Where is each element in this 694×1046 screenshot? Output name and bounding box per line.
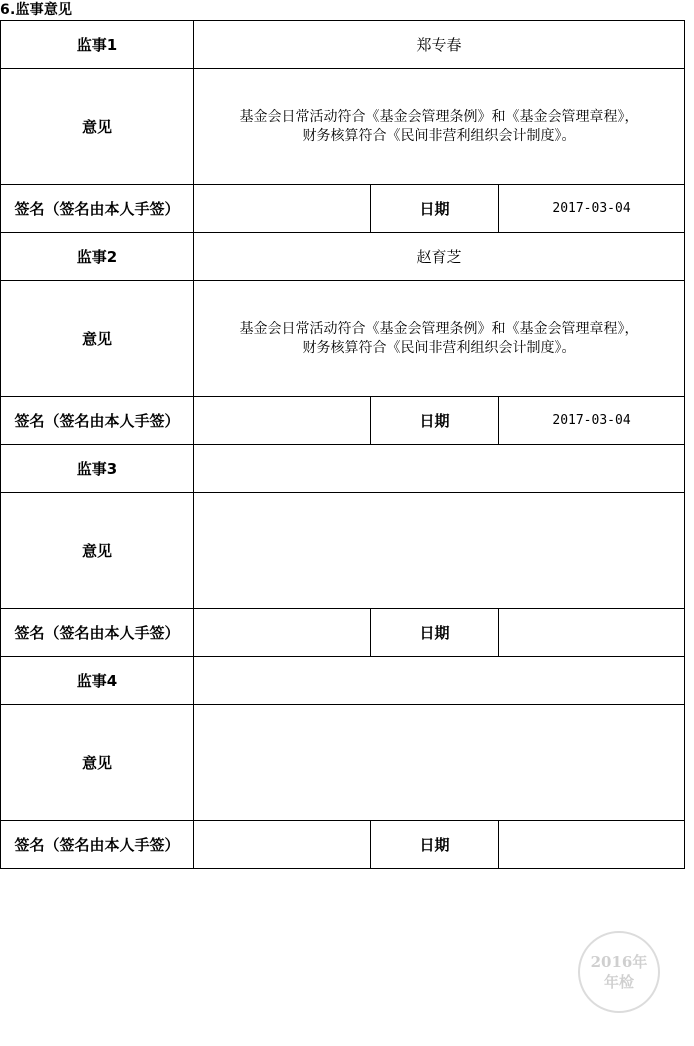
supervisor-2-signature-row (1, 397, 685, 445)
supervisor-3-signature-row (1, 609, 685, 657)
supervisor-2-name-row (1, 233, 685, 281)
supervisor-4-opinion-label: 意见 (1, 705, 194, 821)
supervisor-3-label: 监事3 (1, 445, 194, 493)
section-title: 6.监事意见 (0, 2, 73, 18)
supervisor-3-date (499, 609, 685, 657)
supervisor-1-date: 2017-03-04 (499, 185, 685, 233)
supervisor-1-name-row (1, 21, 685, 69)
supervisor-3-name (194, 445, 685, 493)
supervisor-4-opinion (194, 705, 685, 821)
supervisor-2-date: 2017-03-04 (499, 397, 685, 445)
supervisor-2-date-label: 日期 (371, 397, 499, 445)
supervisor-4-date-label: 日期 (371, 821, 499, 869)
supervisor-4-date (499, 821, 685, 869)
supervisor-1-date-label: 日期 (371, 185, 499, 233)
supervisor-3-date-label: 日期 (371, 609, 499, 657)
supervisor-2-opinion-row (1, 281, 685, 397)
supervisor-2-name: 赵育芝 (194, 233, 685, 281)
stamp-line2: 年检 (603, 973, 634, 991)
supervisor-3-signature-cell (194, 609, 371, 657)
supervisor-3-opinion (194, 493, 685, 609)
supervisor-opinion-table (0, 20, 685, 869)
supervisor-1-opinion-line2: 财务核算符合《民间非营利组织会计制度》。 (302, 127, 576, 144)
supervisor-2-label: 监事2 (1, 233, 194, 281)
supervisor-3-opinion-row (1, 493, 685, 609)
supervisor-2-opinion-label: 意见 (1, 281, 194, 397)
supervisor-4-signature-cell (194, 821, 371, 869)
supervisor-3-opinion-label: 意见 (1, 493, 194, 609)
supervisor-2-opinion-line1: 基金会日常活动符合《基金会管理条例》和《基金会管理章程》， (239, 320, 639, 337)
supervisor-3-signature-label: 签名（签名由本人手签） (1, 609, 194, 657)
supervisor-1-name: 郑专春 (194, 21, 685, 69)
supervisor-2-opinion (194, 281, 685, 397)
supervisor-3-name-row (1, 445, 685, 493)
supervisor-2-opinion-line2: 财务核算符合《民间非营利组织会计制度》。 (302, 339, 576, 356)
stamp-line1: 2016年 (590, 953, 648, 971)
supervisor-2-signature-cell (194, 397, 371, 445)
supervisor-4-name (194, 657, 685, 705)
supervisor-4-opinion-row (1, 705, 685, 821)
supervisor-1-label: 监事1 (1, 21, 194, 69)
supervisor-2-signature-label: 签名（签名由本人手签） (1, 397, 194, 445)
supervisor-1-opinion (194, 69, 685, 185)
supervisor-4-signature-label: 签名（签名由本人手签） (1, 821, 194, 869)
supervisor-1-signature-label: 签名（签名由本人手签） (1, 185, 194, 233)
supervisor-1-signature-row (1, 185, 685, 233)
supervisor-4-name-row (1, 657, 685, 705)
supervisor-1-opinion-line1: 基金会日常活动符合《基金会管理条例》和《基金会管理章程》， (239, 108, 639, 125)
supervisor-4-signature-row (1, 821, 685, 869)
annual-inspection-stamp (578, 931, 660, 1013)
supervisor-4-label: 监事4 (1, 657, 194, 705)
supervisor-1-opinion-label: 意见 (1, 69, 194, 185)
supervisor-1-signature-cell (194, 185, 371, 233)
supervisor-1-opinion-row (1, 69, 685, 185)
